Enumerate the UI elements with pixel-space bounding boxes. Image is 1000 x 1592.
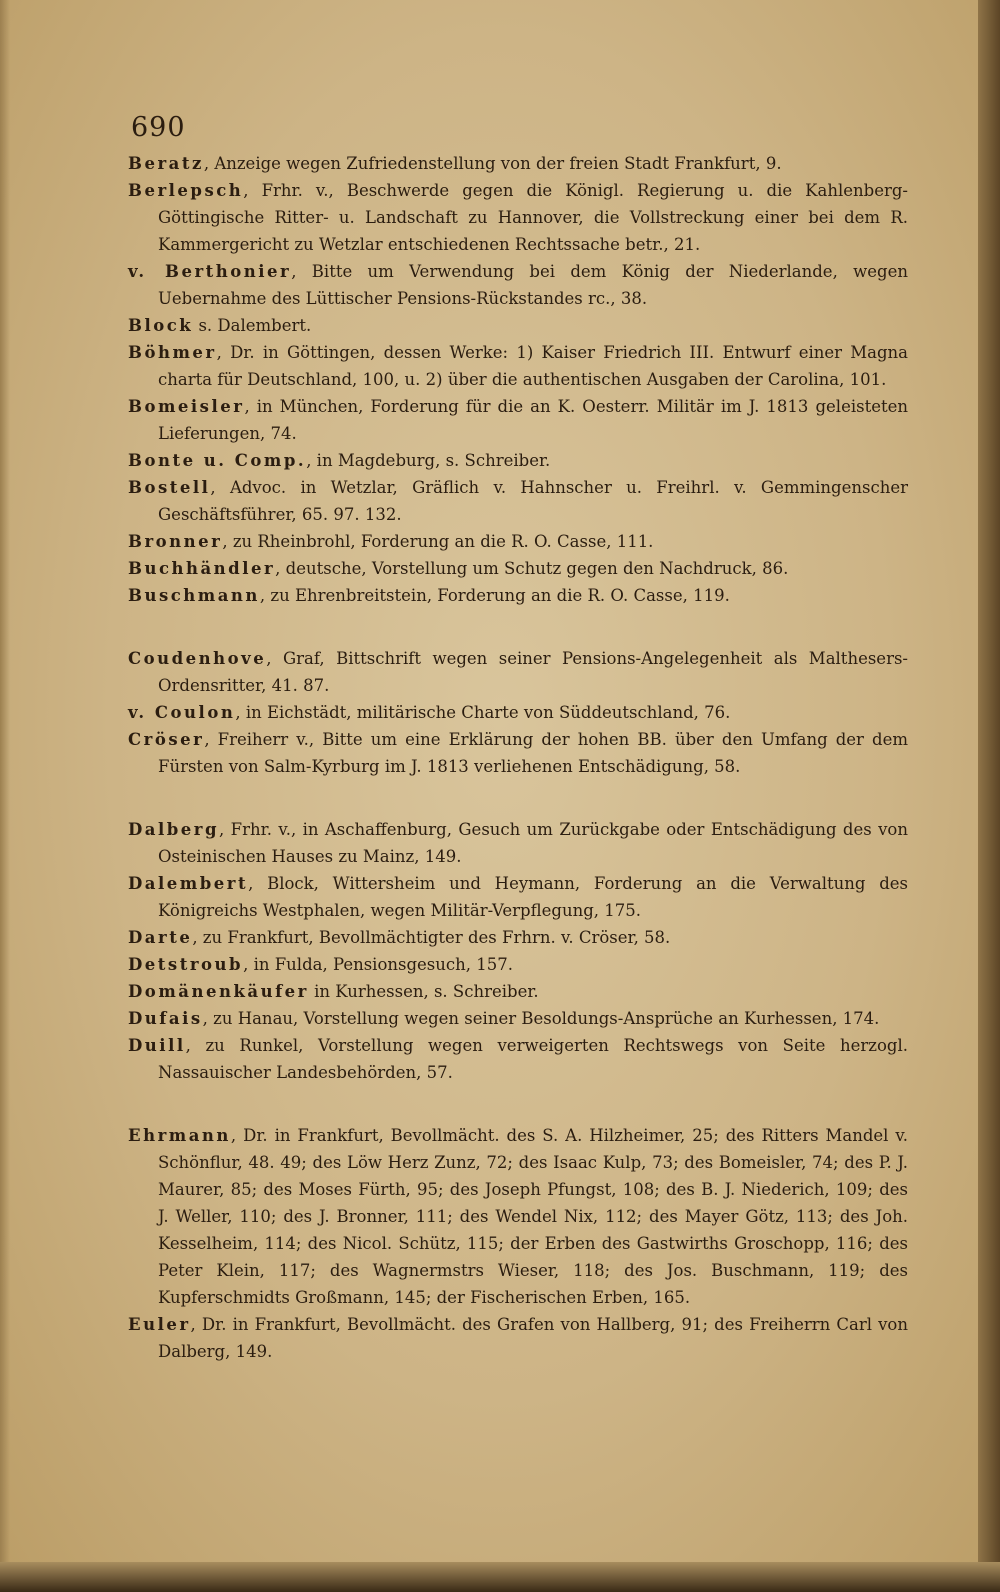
page-right-edge bbox=[978, 0, 1000, 1592]
entry-text: , zu Runkel, Vorstellung wegen verweigerten Rechtswegs von Seite herzogl. Nassauischer Landesbehörden, 57. bbox=[158, 1036, 908, 1082]
entry-text: , zu Hanau, Vorstellung wegen seiner Besoldungs-Ansprüche an Kurhessen, 174. bbox=[202, 1009, 880, 1028]
entry-headword: Bomeisler bbox=[128, 397, 245, 416]
group-separator bbox=[128, 780, 908, 816]
group-separator bbox=[128, 609, 908, 645]
index-entry bbox=[128, 1005, 908, 1032]
entry-text: , deutsche, Vorstellung um Schutz gegen den Nachdruck, 86. bbox=[275, 559, 789, 578]
entry-text: , zu Rheinbrohl, Forderung an die R. O. Casse, 111. bbox=[222, 532, 654, 551]
entry-text: , Bitte um Verwendung bei dem König der Niederlande, wegen Uebernahme des Lüttischer Pensions-Rückstandes rc., 38. bbox=[158, 262, 908, 308]
index-entry bbox=[128, 447, 908, 474]
entry-headword: Buchhändler bbox=[128, 559, 276, 578]
entry-headword: Buschmann bbox=[128, 586, 260, 605]
page-number: 690 bbox=[131, 112, 186, 143]
entry-headword: Dufais bbox=[128, 1009, 203, 1028]
entry-text: , zu Ehrenbreitstein, Forderung an die R. O. Casse, 119. bbox=[259, 586, 730, 605]
entry-text: , Graf, Bittschrift wegen seiner Pensions-Angelegenheit als Malthesers-Ordensritter, 41. 87. bbox=[158, 649, 908, 695]
page-left-edge bbox=[0, 0, 10, 1592]
entry-headword: Böhmer bbox=[128, 343, 217, 362]
entry-headword: Bronner bbox=[128, 532, 223, 551]
index-entry bbox=[128, 555, 908, 582]
index-entry bbox=[128, 474, 908, 528]
entry-headword: Bonte u. Comp. bbox=[128, 451, 307, 470]
entry-text: , Dr. in Frankfurt, Bevollmächt. des S. A. Hilzheimer, 25; des Ritters Mandel v. Schönflur, 48. 49; des Löw Herz Zunz, 72; des Isaac Kulp, 73; des Bomeisler, 74; des P. J. Maurer, 85; des Moses Fürth, 95; des Joseph Pfungst, 108; des B. J. Niederich, 109; des J. Weller, 110; des J. Bronner, 111; des Wendel Nix, 112; des Mayer Götz, 113; des Joh. Kesselheim, 114; des Nicol. Schütz, 115; der Erben des Gastwirths Groschopp, 116; des Peter Klein, 117; des Wagnermstrs Wieser, 118; des Jos. Buschmann, 119; des Kupferschmidts Großmann, 145; der Fischerischen Erben, 165. bbox=[158, 1126, 908, 1307]
entry-headword: v. Coulon bbox=[128, 703, 236, 722]
index-letter-group bbox=[128, 645, 908, 780]
entry-headword: Euler bbox=[128, 1315, 191, 1334]
index-entry bbox=[128, 1032, 908, 1086]
entry-text: , in München, Forderung für die an K. Oesterr. Militär im J. 1813 geleisteten Lieferungen, 74. bbox=[158, 397, 908, 443]
entry-text: , in Magdeburg, s. Schreiber. bbox=[306, 451, 551, 470]
index-entry bbox=[128, 978, 908, 1005]
entry-headword: Bostell bbox=[128, 478, 211, 497]
entry-text: , Dr. in Göttingen, dessen Werke: 1) Kaiser Friedrich III. Entwurf einer Magna charta für Deutschland, 100, u. 2) über die authentischen Ausgaben der Carolina, 101. bbox=[158, 343, 908, 389]
entry-text: , Frhr. v., in Aschaffenburg, Gesuch um Zurückgabe oder Entschädigung des von Osteinischen Hauses zu Mainz, 149. bbox=[158, 820, 908, 866]
index-entry bbox=[128, 699, 908, 726]
entry-headword: Detstroub bbox=[128, 955, 244, 974]
index-entry bbox=[128, 816, 908, 870]
index-entry bbox=[128, 726, 908, 780]
index-entry bbox=[128, 645, 908, 699]
page-bottom-edge bbox=[0, 1562, 1000, 1592]
entry-text: , zu Frankfurt, Bevollmächtigter des Frhrn. v. Cröser, 58. bbox=[192, 928, 671, 947]
entry-text: , Block, Wittersheim und Heymann, Forderung an die Verwaltung des Königreichs Westphalen, wegen Militär-Verpflegung, 175. bbox=[158, 874, 908, 920]
index-entry bbox=[128, 870, 908, 924]
index-entry bbox=[128, 924, 908, 951]
entry-headword: Berlepsch bbox=[128, 181, 244, 200]
entry-headword: Beratz bbox=[128, 154, 204, 173]
index-entry bbox=[128, 528, 908, 555]
entry-text: s. Dalembert. bbox=[193, 316, 312, 335]
entry-headword: Coudenhove bbox=[128, 649, 267, 668]
entry-text: , Dr. in Frankfurt, Bevollmächt. des Grafen von Hallberg, 91; des Freiherrn Carl von Dalberg, 149. bbox=[158, 1315, 908, 1361]
entry-headword: Domänenkäufer bbox=[128, 982, 309, 1001]
index-content bbox=[128, 150, 908, 1365]
index-letter-group bbox=[128, 1122, 908, 1365]
entry-headword: Block bbox=[128, 316, 194, 335]
entry-headword: Dalembert bbox=[128, 874, 249, 893]
index-entry bbox=[128, 393, 908, 447]
entry-headword: v. Berthonier bbox=[128, 262, 292, 281]
index-letter-group bbox=[128, 816, 908, 1086]
entry-text: , Freiherr v., Bitte um eine Erklärung der hohen BB. über den Umfang der dem Fürsten von Salm-Kyrburg im J. 1813 verliehenen Entschädigung, 58. bbox=[158, 730, 908, 776]
entry-text: , in Fulda, Pensionsgesuch, 157. bbox=[243, 955, 513, 974]
entry-headword: Duill bbox=[128, 1036, 186, 1055]
index-entry bbox=[128, 339, 908, 393]
entry-text: , Anzeige wegen Zufriedenstellung von der freien Stadt Frankfurt, 9. bbox=[203, 154, 782, 173]
index-entry bbox=[128, 1311, 908, 1365]
entry-headword: Darte bbox=[128, 928, 193, 947]
entry-text: , in Eichstädt, militärische Charte von Süddeutschland, 76. bbox=[235, 703, 731, 722]
index-letter-group bbox=[128, 150, 908, 609]
entry-text: , Frhr. v., Beschwerde gegen die Königl. Regierung u. die Kahlenberg-Göttingische Ritter- u. Landschaft zu Hannover, die Vollstreckung einer bei dem R. Kammergericht zu Wetzlar entschiedenen Rechtssache betr., 21. bbox=[158, 181, 908, 254]
entry-text: , Advoc. in Wetzlar, Gräflich v. Hahnscher u. Freihrl. v. Gemmingenscher Geschäftsführer, 65. 97. 132. bbox=[158, 478, 908, 524]
index-entry bbox=[128, 582, 908, 609]
index-entry bbox=[128, 1122, 908, 1311]
entry-text: in Kurhessen, s. Schreiber. bbox=[308, 982, 539, 1001]
group-separator bbox=[128, 1086, 908, 1122]
entry-headword: Ehrmann bbox=[128, 1126, 231, 1145]
index-entry bbox=[128, 177, 908, 258]
index-entry bbox=[128, 258, 908, 312]
entry-headword: Cröser bbox=[128, 730, 205, 749]
entry-headword: Dalberg bbox=[128, 820, 220, 839]
index-entry bbox=[128, 150, 908, 177]
index-entry bbox=[128, 951, 908, 978]
index-entry bbox=[128, 312, 908, 339]
